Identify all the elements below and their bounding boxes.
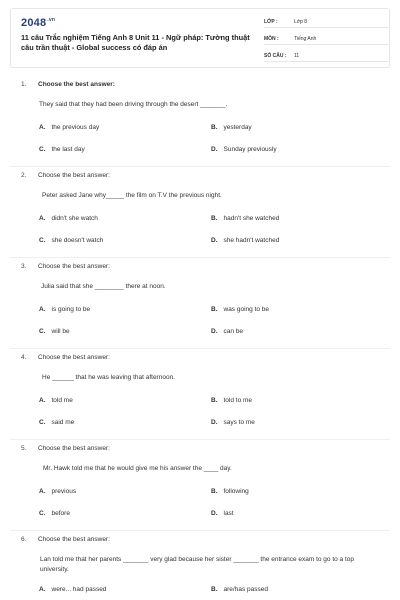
option-d[interactable]: D. Sunday previously <box>211 146 277 153</box>
question-prompt: Choose the best answer: <box>38 445 110 452</box>
option-c[interactable]: C. before <box>39 510 70 517</box>
meta-value: Tiếng Anh <box>294 36 317 42</box>
question-number: 6. <box>21 536 27 543</box>
question-text: Mr. Hawk told me that he would give me his answer the ____ day. <box>43 465 232 472</box>
question-number: 2. <box>21 172 27 179</box>
question-prompt: Choose the best answer: <box>38 354 110 361</box>
question-text: Julia said that she ________ there at noon. <box>41 283 166 290</box>
question-text: Peter asked Jane why_____ the film on T.V the previous night. <box>42 192 222 199</box>
option-d[interactable]: D. says to me <box>211 419 255 426</box>
option-b[interactable]: B. are/has passed <box>211 586 268 593</box>
option-a[interactable]: A. previous <box>39 488 77 495</box>
question-item <box>10 349 390 440</box>
option-b[interactable]: B. following <box>211 488 249 495</box>
question-number: 1. <box>21 81 27 88</box>
page-title: 11 câu Trắc nghiệm Tiếng Anh 8 Unit 11 - Ngữ pháp: Tường thuật câu trần thuật - Global success có đáp án <box>21 33 250 52</box>
option-c[interactable]: C. will be <box>39 328 70 335</box>
option-b[interactable]: B. yesterday <box>211 124 252 131</box>
question-number: 4. <box>21 354 27 361</box>
question-prompt: Choose the best answer: <box>38 263 110 270</box>
question-item <box>10 76 390 167</box>
option-c[interactable]: C. she doesn't watch <box>39 237 104 244</box>
meta-row-count <box>264 51 388 62</box>
question-item <box>10 167 390 258</box>
site-logo[interactable]: $2048^{.vn}$ <box>21 17 56 29</box>
meta-value: Lớp 8 <box>294 19 308 25</box>
question-prompt: Choose the best answer: <box>38 172 110 179</box>
option-c[interactable]: C. said me <box>39 419 75 426</box>
meta-row-grade <box>264 17 388 28</box>
meta-key: SỐ CÂU : <box>264 53 287 59</box>
option-d[interactable]: D. she hadn't watched <box>211 237 280 244</box>
question-prompt: Choose the best answer: <box>38 536 110 543</box>
meta-key: MÔN : <box>264 36 279 42</box>
question-prompt: Choose the best answer: <box>38 81 115 88</box>
option-a[interactable]: A. is going to be <box>39 306 91 313</box>
option-a[interactable]: A. the previous day <box>39 124 100 131</box>
question-text: He ______ that he was leaving that afternoon. <box>42 374 175 381</box>
option-a[interactable]: A. were... had passed <box>39 586 107 593</box>
meta-key: LỚP : <box>264 19 278 25</box>
question-item <box>10 258 390 349</box>
meta-row-subject <box>264 34 388 45</box>
option-b[interactable]: B. hadn't she watched <box>211 215 280 222</box>
option-d[interactable]: D. last <box>211 510 234 517</box>
question-number: 5. <box>21 445 27 452</box>
question-text: They said that they had been driving through the desert _______. <box>39 101 228 108</box>
question-number: 3. <box>21 263 27 270</box>
option-b[interactable]: B. told to me <box>211 397 253 404</box>
option-a[interactable]: A. told me <box>39 397 73 404</box>
question-item <box>10 531 390 600</box>
option-b[interactable]: B. was going to be <box>211 306 270 313</box>
question-text: Lan told me that her parents _______ very glad because her sister _______ the entrance exam to go to a top university. <box>40 556 355 573</box>
option-a[interactable]: A. didn't she watch <box>39 215 98 222</box>
question-item <box>10 440 390 531</box>
question-list <box>10 76 390 600</box>
meta-value: 11 <box>294 53 300 59</box>
option-c[interactable]: C. the last day <box>39 146 85 153</box>
header-card <box>10 8 390 68</box>
option-d[interactable]: D. can be <box>211 328 244 335</box>
